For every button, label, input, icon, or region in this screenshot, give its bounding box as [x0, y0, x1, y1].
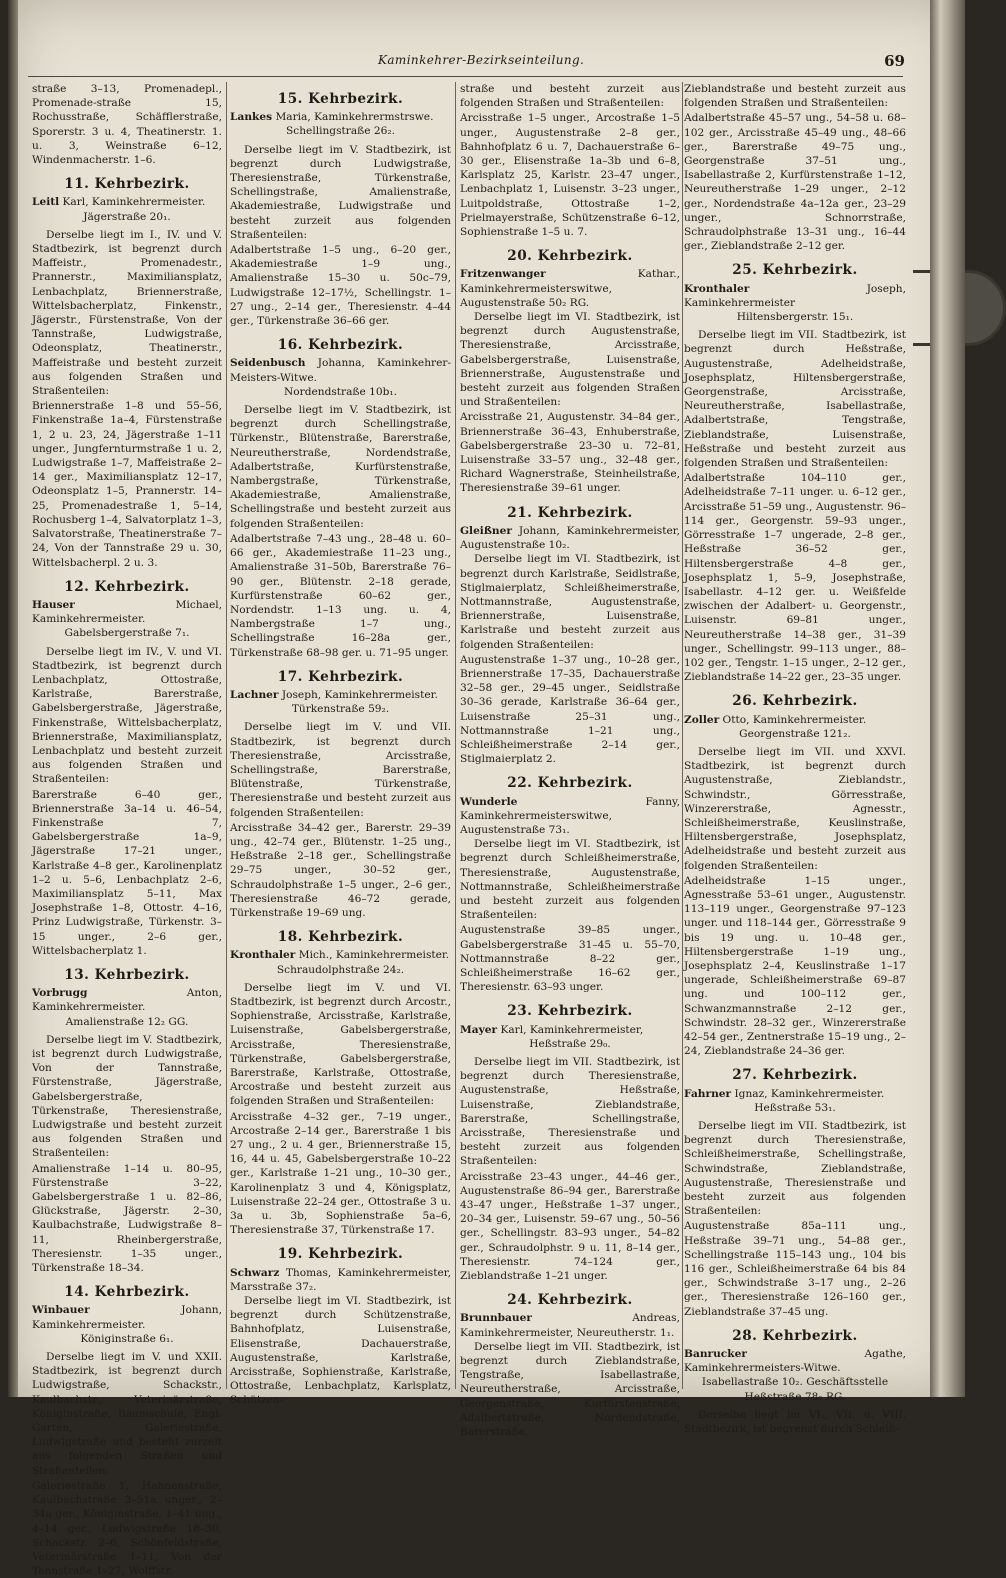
- district-description: Derselbe liegt im VI. Stadtbezirk, ist begrenzt durch Schützenstraße, Bahnhofplatz, Luisenstraße, Elisenstraße, Dachauerstraße, Augustenstraße, Karlstraße, Arcisstraße, Sophienstraße, Karlstraße, Ottostraße, Lenbachplatz, Karlsplatz, Schützen-: [230, 1295, 451, 1407]
- district-description: Derselbe liegt im VII. und XXVI. Stadtbezirk, ist begrenzt durch Augustenstraße, Zieblandstr., Schwindstr., Görresstraße, Winzererstraße, Agnesstr., Schleißheimerstraße, Keuslinstraße, Hiltensbergerstraße, Josephsplatz, Adelheidstraße und besteht zurzeit aus folgenden Straßenteilen:: [684, 745, 906, 872]
- column-divider: [682, 82, 683, 1389]
- district-owner: [230, 688, 451, 702]
- street-list: Arcisstraße 4–32 ger., 7–19 unger., Arcostraße 2–14 ger., Barerstraße 1 bis 27 ung., 2 u. 4 ger., Briennerstraße 15, 16, 44 u. 45, Gabelsbergerstraße 10–22 ger., Karlstraße 1–21 ung., 10–30 ger., Karolinenplatz 3 und 4, Königsplatz, Luisenstraße 22–24 ger., Ottostraße 3 u. 3a u. 3b, Sophienstraße 5a–6, Theresienstraße 37, Türkenstraße 17.: [230, 1110, 451, 1237]
- owner-details: Johanna, Kaminkehrer-Meisters-Witwe.: [230, 357, 451, 384]
- owner-details: Thomas, Kaminkehrermeister, Marsstraße 37₂.: [230, 1266, 451, 1293]
- owner-address: Georgenstraße 121₂.: [739, 727, 851, 740]
- street-list: Adelheidstraße 1–15 unger., Agnesstraße 53–61 unger., Augustenstr. 113–119 unger., Georgenstraße 97–123 unger. und 118–144 ger., Görresstraße 9 bis 19 ung. u. 10–48 ger., Hiltensbergerstraße 1–19 ung., Josephsplatz 2–4, Keuslinstraße 1–17 ungerade, Schleißheimerstraße 69–87 ung. und 100–112 ger., Schwanzmannstraße 2–12 ger., Schwindstr. 28–32 ger., Winzererstraße 42–54 ger., Zentnerstraße 15–19 ung., 2–24, Zieblandstraße 24–36 ger.: [684, 874, 906, 1058]
- owner-surname: Hauser: [32, 598, 75, 611]
- district-description: Derselbe liegt im VII. Stadtbezirk, ist begrenzt durch Heßstraße, Augustenstraße, Adelheidstraße, Josephsplatz, Hiltensbergerstraße, Georgenstraße, Arcisstraße, Neureutherstraße, Isabellastraße, Adalbertstraße, Tengstraße, Zieblandstraße, Luisenstraße, Heßstraße und besteht zurzeit aus folgenden Straßen und Straßenteilen:: [684, 329, 906, 470]
- district-description: Derselbe liegt im V. Stadtbezirk, ist begrenzt durch Ludwigstraße, Von der Tannstraße, Fürstenstraße, Jägerstraße, Gabelsbergerstraße, Türkenstraße, Theresienstraße, Ludwigstraße und besteht zurzeit aus folgenden Straßen und Straßenteilen:: [32, 1033, 222, 1160]
- owner-details: Agathe, Kaminkehrermeisters-Witwe.: [684, 1348, 906, 1375]
- column-divider: [226, 82, 227, 1389]
- owner-surname: Fritzenwanger: [460, 268, 546, 281]
- district-description: Derselbe liegt im VI. Stadtbezirk, ist begrenzt durch Augustenstraße, Theresienstraße, Arcisstraße, Gabelsbergerstraße, Luisenstraße, Briennerstraße, Augustenstraße und besteht zurzeit aus folgenden Straßen und Straßenteilen:: [460, 311, 680, 409]
- district-owner: [32, 195, 222, 209]
- owner-address: Amalienstraße 12₂ GG.: [65, 1015, 189, 1028]
- district-owner: [460, 795, 680, 838]
- district-heading: 14. Kehrbezirk.: [64, 1284, 190, 1301]
- street-list: straße 3–13, Promenadepl., Promenade-straße 15, Rochusstraße, Schäfflerstraße, Sporerstr. 3 u. 4, Theatinerstr. 1. u. 3, Weinstraße 6–12, Windenmacherstr. 1–6.: [32, 83, 222, 167]
- district-heading: 27. Kehrbezirk.: [732, 1067, 858, 1084]
- district-description: Derselbe liegt im VII. Stadtbezirk, ist begrenzt durch Theresienstraße, Augustenstraße, Heßstraße, Luisenstraße, Zieblandstraße, Barerstraße, Schellingstraße, Arcisstraße, Theresienstraße und besteht zurzeit aus folgenden Straßenteilen:: [460, 1056, 680, 1168]
- owner-address: Heßstraße 29₀.: [529, 1037, 611, 1050]
- owner-address: Hiltensbergerstr. 15₁.: [736, 311, 854, 324]
- owner-surname: Lankes: [230, 111, 273, 124]
- owner-details: Anton, Kaminkehrermeister.: [32, 987, 222, 1014]
- owner-surname: Fahrner: [684, 1087, 732, 1100]
- district-owner: [460, 524, 680, 552]
- owner-address: Gabelsbergerstraße 7₁.: [64, 627, 190, 640]
- owner-surname: Leitl: [32, 196, 60, 209]
- district-heading: 28. Kehrbezirk.: [732, 1327, 858, 1344]
- district-owner: [684, 282, 906, 310]
- district-owner: [32, 1303, 222, 1331]
- owner-surname: Vorbrugg: [32, 987, 88, 1000]
- district-owner: [460, 1023, 680, 1037]
- street-list: Adalbertstraße 7–43 ung., 28–48 u. 60–66 ger., Akademiestraße 11–23 ung., Amalienstraße 31–50b, Barerstraße 76–90 ger., Blütenstr. 2–18 gerade, Kurfürstenstraße 60–62 ger., Nordendstr. 1–13 ung. u. 4, Nambergstraße 1–7 ung., Schellingstraße 16–28a ger., Türkenstraße 68–98 ger. u. 71–95 unger.: [230, 532, 451, 659]
- district-description: Derselbe liegt im I., IV. und V. Stadtbezirk, ist begrenzt durch Maffeistr., Promenadestr., Prannerstr., Maximiliansplatz, Lenbachplatz, Briennerstraße, Wittelsbacherplatz, Finkenstr., Jägerstr., Fürstenstraße, Von der Tannstraße, Ludwigstraße, Odeonsplatz, Theatinerstr., Maffeistraße und besteht zurzeit aus folgenden Straßen und Straßenteilen:: [32, 228, 222, 398]
- street-list: straße und besteht zurzeit aus folgenden Straßen und Straßenteilen:: [460, 83, 680, 110]
- district-heading: 21. Kehrbezirk.: [507, 504, 633, 521]
- owner-surname: Lachner: [230, 688, 279, 701]
- district-owner: [460, 1311, 680, 1339]
- column-2: [230, 82, 451, 1407]
- district-owner: [230, 356, 451, 384]
- owner-details: Kathar., Kaminkehrermeisterswitwe, Augustenstraße 50₂ RG.: [460, 268, 680, 309]
- district-description: Derselbe liegt im VI. Stadtbezirk, ist begrenzt durch Karlstraße, Seidlstraße, Stiglmaierplatz, Schleißheimerstraße, Nottmannstraße, Augustenstraße, Briennerstraße, Luisenstraße, Karlstraße und besteht zurzeit aus folgenden Straßenteilen:: [460, 553, 680, 651]
- owner-surname: Banrucker: [684, 1348, 747, 1361]
- header-rule: [28, 76, 903, 77]
- owner-address: Königinstraße 6₁.: [80, 1332, 174, 1345]
- owner-address: Schraudolphstraße 24₂.: [276, 963, 405, 976]
- district-heading: 26. Kehrbezirk.: [732, 693, 858, 710]
- street-list: Arcisstraße 21, Augustenstr. 34–84 ger., Briennerstraße 36–43, Enhuberstraße, Gabelsbergerstraße 23–30 u. 72–81, Luisenstraße 33–57 ung., 32–48 ger., Richard Wagnerstraße, Steinheilstraße, Theresienstraße 39–61 unger.: [460, 411, 680, 495]
- district-owner: [684, 713, 906, 727]
- owner-surname: Schwarz: [230, 1266, 280, 1279]
- street-list: Amalienstraße 1–14 u. 80–95, Fürstenstraße 3–22, Gabelsbergerstraße 1 u. 82–86, Glückstraße, Jägerstr. 2–30, Kaulbachstraße, Ludwigstraße 8–11, Rheinbergerstraße, Theresienstr. 1–35 unger., Türkenstraße 18–34.: [32, 1162, 222, 1275]
- column-1: [32, 82, 222, 1578]
- book-page: [8, 0, 965, 1578]
- district-owner: [230, 1266, 451, 1294]
- owner-surname: Gleißner: [460, 524, 512, 537]
- owner-details: Joseph, Kaminkehrermeister: [684, 282, 906, 309]
- district-heading: 22. Kehrbezirk.: [507, 775, 633, 792]
- owner-details: Johann, Kaminkehrermeister.: [32, 1304, 222, 1331]
- district-description: Derselbe liegt im VII. Stadtbezirk, ist begrenzt durch Zieblandstraße, Tengstraße, Isabellastraße, Neureutherstraße, Arcisstraße, Georgenstraße, Kurfürstenstraße, Adalbertstraße, Nordendstraße, Barerstraße,: [460, 1340, 680, 1439]
- column-divider: [455, 82, 456, 1389]
- column-4: [684, 82, 906, 1436]
- owner-details: Michael, Kaminkehrermeister.: [32, 598, 222, 626]
- district-description: Derselbe liegt im V. und VI. Stadtbezirk, ist begrenzt durch Arcostr., Sophienstraße, Arcisstraße, Karlstraße, Luisenstraße, Gabelsbergerstraße, Arcisstraße, Theresienstraße, Türkenstraße, Gabelsbergerstraße, Barerstraße, Karlstraße, Ottostraße, Arcostraße und besteht zurzeit aus folgenden Straßen und Straßenteilen:: [230, 981, 451, 1108]
- district-description: Derselbe liegt im VI., VII. u. VIII. Stadtbezirk, ist begrenzt durch Schleiß-: [684, 1408, 906, 1436]
- page-header: [8, 50, 965, 74]
- owner-surname: Seidenbusch: [230, 357, 306, 370]
- street-list: Augustenstraße 85a–111 ung., Heßstraße 39–71 ung., 54–88 ger., Schellingstraße 115–143 ung., 104 bis 116 ger., Schleißheimerstraße 64 bis 84 ger., Schwindstraße 3–17 ung., 2–26 ger., Theresienstraße 126–160 ger., Zieblandstraße 37–45 ung.: [684, 1220, 906, 1318]
- page-number: 69: [884, 52, 905, 70]
- district-heading: 19. Kehrbezirk.: [277, 1246, 404, 1263]
- district-heading: 17. Kehrbezirk.: [277, 668, 404, 685]
- owner-surname: Brunnbauer: [460, 1312, 532, 1325]
- street-list: Augustenstraße 1–37 ung., 10–28 ger., Briennerstraße 17–35, Dachauerstraße 32–58 ger., 29–45 unger., Seidlstraße 30–36 gerade, Karlstraße 36–64 ger., Luisenstraße 25–31 ung., Nottmannstraße 1–21 ung., Schleißheimerstraße 2–14 ger., Stiglmaierplatz 2.: [460, 653, 680, 766]
- owner-surname: Wunderle: [460, 795, 518, 808]
- district-owner: [230, 948, 451, 962]
- owner-details: Johann, Kaminkehrermeister, Augustenstraße 10₂.: [460, 524, 680, 552]
- district-owner: [230, 110, 451, 124]
- owner-surname: Kronthaler: [230, 949, 296, 962]
- owner-surname: Kronthaler: [684, 282, 750, 295]
- owner-details: Andreas, Kaminkehrermeister, Neureutherstr. 1₁.: [460, 1312, 680, 1339]
- district-heading: 20. Kehrbezirk.: [507, 248, 633, 265]
- district-owner: [460, 267, 680, 310]
- district-owner: [32, 598, 222, 626]
- owner-details: Maria, Kaminkehrermstrswe.: [275, 111, 434, 124]
- district-description: Derselbe liegt im V. und VII. Stadtbezirk, ist begrenzt durch Theresienstraße, Arcisstraße, Schellingstraße, Barerstraße, Blütenstraße, Türkenstraße, Theresienstraße und besteht zurzeit aus folgenden Straßenteilen:: [230, 721, 451, 819]
- district-description: Derselbe liegt im V. Stadtbezirk, ist begrenzt durch Schellingstraße, Türkenstr., Blütenstraße, Barerstraße, Neureutherstraße, Nordendstraße, Adalbertstraße, Kurfürstenstraße, Nambergstraße, Türkenstraße, Akademiestraße, Amalienstraße, Schellingstraße und besteht zurzeit aus folgenden Straßenteilen:: [230, 404, 451, 530]
- district-heading: 11. Kehrbezirk.: [64, 176, 190, 193]
- district-owner: [684, 1087, 906, 1101]
- district-description: Derselbe liegt im IV., V. und VI. Stadtbezirk, ist begrenzt durch Lenbachplatz, Ottostraße, Karlstraße, Barerstraße, Gabelsbergerstraße, Jägerstraße, Finkenstraße, Wittelsbacherplatz, Briennerstraße, Maximiliansplatz, Lenbachplatz und besteht zurzeit aus folgenden Straßen und Straßenteilen:: [32, 645, 222, 786]
- owner-address: Nordendstraße 10b₁.: [283, 385, 398, 398]
- district-heading: 12. Kehrbezirk.: [64, 578, 190, 595]
- running-title: Kaminkehrer-Bezirkseinteilung.: [378, 53, 585, 67]
- owner-details: Karl, Kaminkehrermeister,: [500, 1023, 644, 1036]
- owner-address: Schellingstraße 26₂.: [286, 125, 395, 138]
- owner-address: Isabellastraße 10₂. Geschäftsstelle Heßstraße 78₂ RG.: [701, 1376, 889, 1403]
- owner-details: Mich., Kaminkehrermeister.: [298, 949, 450, 962]
- district-description: Derselbe liegt im V. und XXII. Stadtbezirk, ist begrenzt durch Ludwigstraße, Schackstr., Kaulbachstr., Veterinärstraße, Königinstraße, Baumschule, Engl. Garten, Galeriestraße, Ludwigstraße und besteht zurzeit aus folgenden Straßen und Straßenteilen:: [32, 1351, 222, 1477]
- page-gutter: [8, 0, 18, 1397]
- owner-details: Karl, Kaminkehrermeister.: [62, 196, 206, 209]
- owner-surname: Zoller: [684, 713, 720, 726]
- district-heading: 13. Kehrbezirk.: [64, 966, 190, 983]
- owner-details: Fanny, Kaminkehrermeisterswitwe, Augustenstraße 73₁.: [460, 795, 680, 836]
- street-list: Arcisstraße 1–5 unger., Arcostraße 1–5 unger., Augustenstraße 2–8 ger., Bahnhofplatz 6 u. 7, Dachauerstraße 6–30 ger., Elisenstraße 1a–3b und 6–8, Karlsplatz 25, Karlstr. 23–47 unger., Lenbachplatz 1, Luisenstr. 3–23 unger., Luitpoldstraße, Ottostraße 1–2, Prielmayerstraße, Schützenstraße 6–12, Sophienstraße 1–5 u. 7.: [460, 112, 680, 239]
- street-list: Adalbertstraße 1–5 ung., 6–20 ger., Akademiestraße 1–9 ung., Amalienstraße 15–30 u. 50c–79, Ludwigstraße 12–17½, Schellingstr. 1–27 ung., 2–14 ger., Theresienstr. 4–44 ger., Türkenstraße 36–66 ger.: [230, 244, 451, 328]
- district-owner: [32, 986, 222, 1014]
- district-heading: 23. Kehrbezirk.: [507, 1003, 633, 1020]
- street-list: Augustenstraße 39–85 unger., Gabelsbergerstraße 31–45 u. 55–70, Nottmannstraße 8–22 ger., Schleißheimerstraße 16–62 ger., Theresienstr. 63–93 unger.: [460, 924, 680, 994]
- page-stack-edge: [930, 0, 965, 1397]
- district-description: Derselbe liegt im V. Stadtbezirk, ist begrenzt durch Ludwigstraße, Theresienstraße, Türkenstraße, Schellingstraße, Amalienstraße, Akademiestraße, Ludwigstraße und besteht zurzeit aus folgenden Straßenteilen:: [230, 143, 451, 241]
- owner-details: Otto, Kaminkehrermeister.: [722, 713, 867, 726]
- district-heading: 25. Kehrbezirk.: [732, 262, 858, 279]
- column-3: [460, 82, 680, 1439]
- owner-address: Heßstraße 53₁.: [754, 1101, 836, 1114]
- district-heading: 24. Kehrbezirk.: [507, 1292, 633, 1309]
- district-description: Derselbe liegt im VI. Stadtbezirk, ist begrenzt durch Schleißheimerstraße, Theresienstraße, Augustenstraße, Nottmannstraße, Schleißheimerstraße und besteht zurzeit aus folgenden Straßenteilen:: [460, 838, 680, 922]
- street-list: Arcisstraße 23–43 unger., 44–46 ger., Augustenstraße 86–94 ger., Barerstraße 43–47 unger., Heßstraße 1–37 unger., 20–34 ger., Luisenstr. 59–67 ung., 50–56 ger., Schellingstr. 83–93 unger., 54–82 ger., Schraudolphstr. 9 u. 11, 8–14 ger., Theresienstr. 74–124 ger., Zieblandstraße 1–21 unger.: [460, 1170, 680, 1283]
- street-list: Galeriestraße 1, Hahnenstraße, Kaulbachstraße 3–51a unger., 2–34a ger., Königinstraße, 1–41 ung., 4–14 ger., Ludwigstraße 18–30, Schackstr. 2–6, Schönfeldstraße, Veterinärstraße 1–11, Von der Tannstraße 1–27, Wolffstr.: [32, 1479, 222, 1578]
- owner-details: Ignaz, Kaminkehrermeister.: [734, 1087, 885, 1100]
- street-list: Arcisstraße 34–42 ger., Barerstr. 29–39 ung., 42–74 ger., Blütenstr. 1–25 ung., Heßstraße 2–18 ger., Schellingstraße 29–75 unger., 30–52 ger., Schraudolphstraße 1–5 unger., 2–6 ger., Theresienstraße 46–72 gerade, Türkenstraße 19–69 ung.: [230, 821, 451, 919]
- street-list: Adalbertstraße 104–110 ger., Adelheidstraße 7–11 unger. u. 6–12 ger., Arcisstraße 51–59 ung., Augustenstr. 96–114 ger., Georgenstr. 59–93 unger., Görresstraße 1–7 ungerade, 2–8 ger., Heßstraße 36–52 ger., Hiltensbergerstraße 4–8 ger., Josephsplatz 1, 5–9, Josephstraße, Isabellastr. 4–12 ger. u. Weißfelde zwischen der Adalbert- u. Georgenstr., Luisenstr. 69–81 unger., Neureutherstraße 14–38 ger., 31–39 unger., Schellingstr. 99–113 unger., 88–102 ger., Tengstr. 1–15 unger., 2–12 ger., Zieblandstraße 14–22 ger., 23–35 unger.: [684, 472, 906, 684]
- street-list: Adalbertstraße 45–57 ung., 54–58 u. 68–102 ger., Arcisstraße 45–49 ung., 48–66 ger., Barerstraße 49–75 ung., Georgenstraße 37–51 ung., Isabellastraße 2, Kurfürstenstraße 1–12, Neureutherstraße 1–29 unger., 2–12 ger., Nordendstraße 4a–12a ger., 23–29 unger., Schnorrstraße, Schraudolphstraße 13–31 ung., 16–44 ger., Zieblandstraße 2–12 ger.: [684, 112, 906, 253]
- district-owner: [684, 1347, 906, 1375]
- street-list: Barerstraße 6–40 ger., Briennerstraße 3a–14 u. 46–54, Finkenstraße 7, Gabelsbergerstraße 1a–9, Jägerstraße 17–21 unger., Karlstraße 4–8 ger., Karolinenplatz 1–2 u. 5–6, Lenbachplatz 2–6, Maximiliansplatz 5–11, Max Josephstraße 1–8, Ottostr. 4–16, Prinz Ludwigstraße, Türkenstr. 3–15 unger., 2–6 ger., Wittelsbacherplatz 1.: [32, 788, 222, 957]
- street-list: Zieblandstraße und besteht zurzeit aus folgenden Straßen und Straßenteilen:: [684, 83, 906, 110]
- district-heading: 16. Kehrbezirk.: [277, 337, 404, 354]
- owner-surname: Mayer: [460, 1023, 498, 1036]
- owner-address: Türkenstraße 59₂.: [291, 703, 390, 716]
- owner-surname: Winbauer: [32, 1304, 90, 1317]
- owner-details: Joseph, Kaminkehrermeister.: [281, 688, 438, 701]
- district-heading: 18. Kehrbezirk.: [277, 929, 404, 946]
- owner-address: Jägerstraße 20₁.: [83, 210, 171, 223]
- district-description: Derselbe liegt im VII. Stadtbezirk, ist begrenzt durch Theresienstraße, Schleißheimerstraße, Schellingstraße, Schwindstraße, Zieblandstraße, Augustenstraße, Theresienstraße und besteht zurzeit aus folgenden Straßenteilen:: [684, 1120, 906, 1218]
- district-heading: 15. Kehrbezirk.: [277, 91, 404, 107]
- street-list: Briennerstraße 1–8 und 55–56, Finkenstraße 1a–4, Fürstenstraße 1, 2 u. 23, 24, Jägerstraße 1–11 unger., Jungfernturmstraße 1 u. 2, Ludwigstraße 1–7, Maffeistraße 2–14 ger., Maximiliansplatz 12–17, Odeonsplatz 1–5, Prannerstr. 14–25, Promenadestraße 1, 5–14, Rochusberg 1–4, Salvatorplatz 1–3, Salvatorstraße, Theatinerstraße 7–24, Von der Tannstraße 29 u. 30, Wittelsbacherpl. 2 u. 3.: [32, 400, 222, 569]
